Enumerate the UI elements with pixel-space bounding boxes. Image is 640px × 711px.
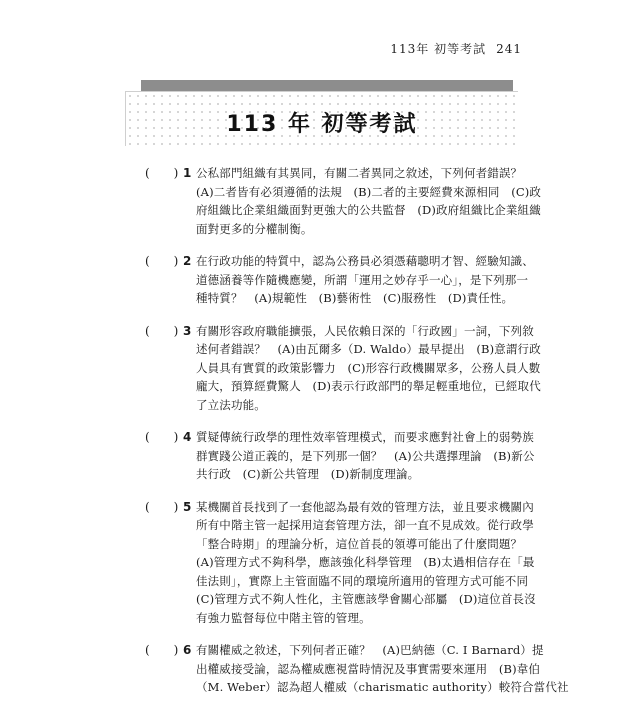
question-text-line: 在行政功能的特質中，認為公務員必須憑藉聰明才智、經驗知識、 [196,254,534,268]
question-item [0,498,640,628]
question-text-line: 有關形容政府職能擴張，人民依賴日深的「行政國」一詞，下列敘 [196,323,534,338]
question-text-line: 有關權威之敘述，下列何者正確？ (A)巴納德（C. I Barnard）提 [196,643,544,657]
question-text-line: 質疑傳統行政學的理性效率管理模式，而要求應對社會上的弱勢族 [196,430,534,444]
question-text-line: 群實踐公道正義的，是下列那一個？ (A)公共選擇理論 (B)新公 [196,448,535,463]
question-text-line: 共行政 (C)新公共管理 (D)新制度理論。 [196,467,420,481]
question-item [0,428,640,484]
question-text-line: (A)二者皆有必須遵循的法規 (B)二者的主要經費來源相同 (C)政 [196,184,542,199]
question-text-line: 龐大，預算經費驚人 (D)表示行政部門的舉足輕重地位，已經取代 [196,379,541,393]
question-text [196,641,569,697]
question-text-line: 述何者錯誤？ (A)由瓦爾多（D. Waldo）最早提出 (B)意謂行政 [196,342,541,356]
question-text-line: 了立法功能。 [196,397,266,412]
question-text-line: 有強力監督每位中階主管的管理。 [196,610,371,625]
question-number: 2 [183,254,192,268]
question-text-line: 公私部門組織有其異同，有關二者異同之敘述，下列何者錯誤？ [196,166,523,180]
question-text-line: (A)管理方式不夠科學，應該強化科學管理 (B)太過相信存在「最 [196,555,535,569]
question-text-line: 府組織比企業組織面對更強大的公共監督 (D)政府組織比企業組織 [196,203,541,217]
question-text [196,322,541,415]
running-head [390,40,522,57]
question-text [196,428,535,484]
question-list [0,164,640,711]
question-text-line: 佳法則」，實際上主管面臨不同的環境所適用的管理方式可能不同 [196,573,529,588]
question-item [0,164,640,238]
question-text [196,164,542,238]
question-text-line: 某機關首長找到了一套他認為最有效的管理方法，並且要求機關內 [196,499,534,514]
question-text [196,498,536,628]
question-text-line: （M. Weber）認為超人權威（charismatic authority）較符合當代社 [196,680,569,694]
question-text [196,252,534,308]
question-text-line: 面對更多的分權制衡。 [196,221,313,236]
page-title: 113 年 初等考試 [226,112,418,137]
answer-bracket: ( ) [145,430,179,444]
question-text-line: 「整合時期」的理論分析，這位首長的領導可能出了什麼問題？ [196,536,523,551]
question-number: 6 [183,643,192,657]
question-item [0,252,640,308]
question-number: 1 [183,166,192,180]
question-number: 3 [183,323,192,338]
page-number: 241 [496,42,522,56]
title-decor-bar [141,80,513,91]
question-text-line: 出權威接受論，認為權威應視當時情況及事實需要來運用 (B)韋伯 [196,661,541,676]
answer-bracket: ( ) [145,643,179,657]
question-text-line: 種特質？ (A)規範性 (B)藝術性 (C)服務性 (D)責任性。 [196,291,514,305]
question-number: 4 [183,430,192,444]
answer-bracket: ( ) [145,166,179,180]
question-item [0,641,640,697]
question-text-line: (C)管理方式不夠人性化，主管應該學會關心部屬 (D)這位首長沒 [196,592,536,606]
question-text-line: 所有中階主管一起採用這套管理方法，卻一直不見成效。從行政學 [196,518,534,532]
answer-bracket: ( ) [145,254,179,268]
title-box [125,91,518,146]
question-item [0,322,640,415]
question-text-line: 人員具有實質的政策影響力 (C)形容行政機關眾多，公務人員人數 [196,360,541,375]
question-number: 5 [183,499,192,514]
running-title: 113年 初等考試 [390,42,487,56]
answer-bracket: ( ) [145,323,179,338]
answer-bracket: ( ) [145,499,179,514]
question-text-line: 道德涵養等作隨機應變，所謂「運用之妙存乎一心」，是下列那一 [196,272,529,287]
